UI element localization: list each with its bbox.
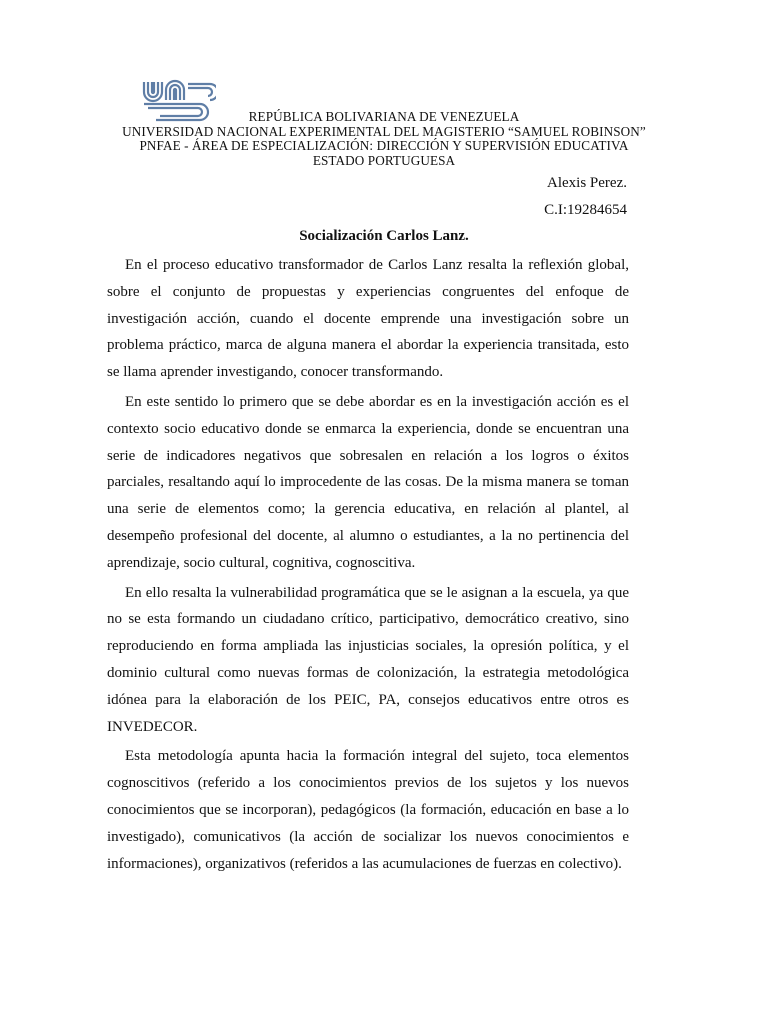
institution-header: [100, 110, 668, 168]
header-line-university: UNIVERSIDAD NACIONAL EXPERIMENTAL DEL MAGISTERIO “SAMUEL ROBINSON”: [122, 123, 646, 139]
paragraph: En ello resalta la vulnerabilidad programática que se le asignan a la escuela, ya que no se esta formando un ciudadano crítico, participativo, democrático creativo, sino reproduciendo en forma ampliada las injusticias sociales, la opresión política, y el dominio cultural como nuevas formas de colonización, la estrategia metodológica idónea para la elaboración de los PEIC, PA, consejos educativos entre otros es INVEDECOR.: [107, 584, 629, 735]
paragraph: Esta metodología apunta hacia la formación integral del sujeto, toca elementos cognoscitivos (referido a los conocimientos previos de los sujetos y los nuevos conocimientos que se incorporan), pedagógicos (la formación, educación en base a lo investigado), comunicativos (la acción de socializar los nuevos conocimientos e informaciones), organizativos (referidos a las acumulaciones de fuerzas en colectivo).: [107, 748, 629, 872]
header-line-program: PNFAE - ÁREA DE ESPECIALIZACIÓN: DIRECCIÓN Y SUPERVISIÓN EDUCATIVA: [139, 138, 629, 154]
header-line-state: ESTADO PORTUGUESA: [312, 152, 456, 168]
header-line-republic: REPÚBLICA BOLIVARIANA DE VENEZUELA: [248, 109, 520, 124]
document-title: Socialización Carlos Lanz.: [299, 228, 469, 244]
author-id: C.I:19284654: [544, 202, 627, 218]
paragraph: En este sentido lo primero que se debe abordar es en la investigación acción es el contexto socio educativo donde se enmarca la experiencia, donde se encuentran una serie de indicadores negativos que sobresalen en relación a los logros o éxitos parciales, resaltando aquí lo improcedente de las cosas. De la misma manera se toman una serie de elementos como; la gerencia educativa, en relación al plantel, al desempeño profesional del docente, al alumno o estudiantes, a la no pertinencia del aprendizaje, socio cultural, cognitiva, cognoscitiva.: [107, 393, 629, 571]
author-name: Alexis Perez.: [547, 175, 627, 191]
document-body: [107, 252, 629, 880]
paragraph: En el proceso educativo transformador de Carlos Lanz resalta la reflexión global, sobre el conjunto de propuestas y experiencias congruentes del enfoque de investigación acción, cuando el docente emprende una investigación sobre un problema práctico, marca de alguna manera el abordar la experiencia transitada, esto se llama aprender investigando, conocer transformando.: [107, 257, 629, 381]
